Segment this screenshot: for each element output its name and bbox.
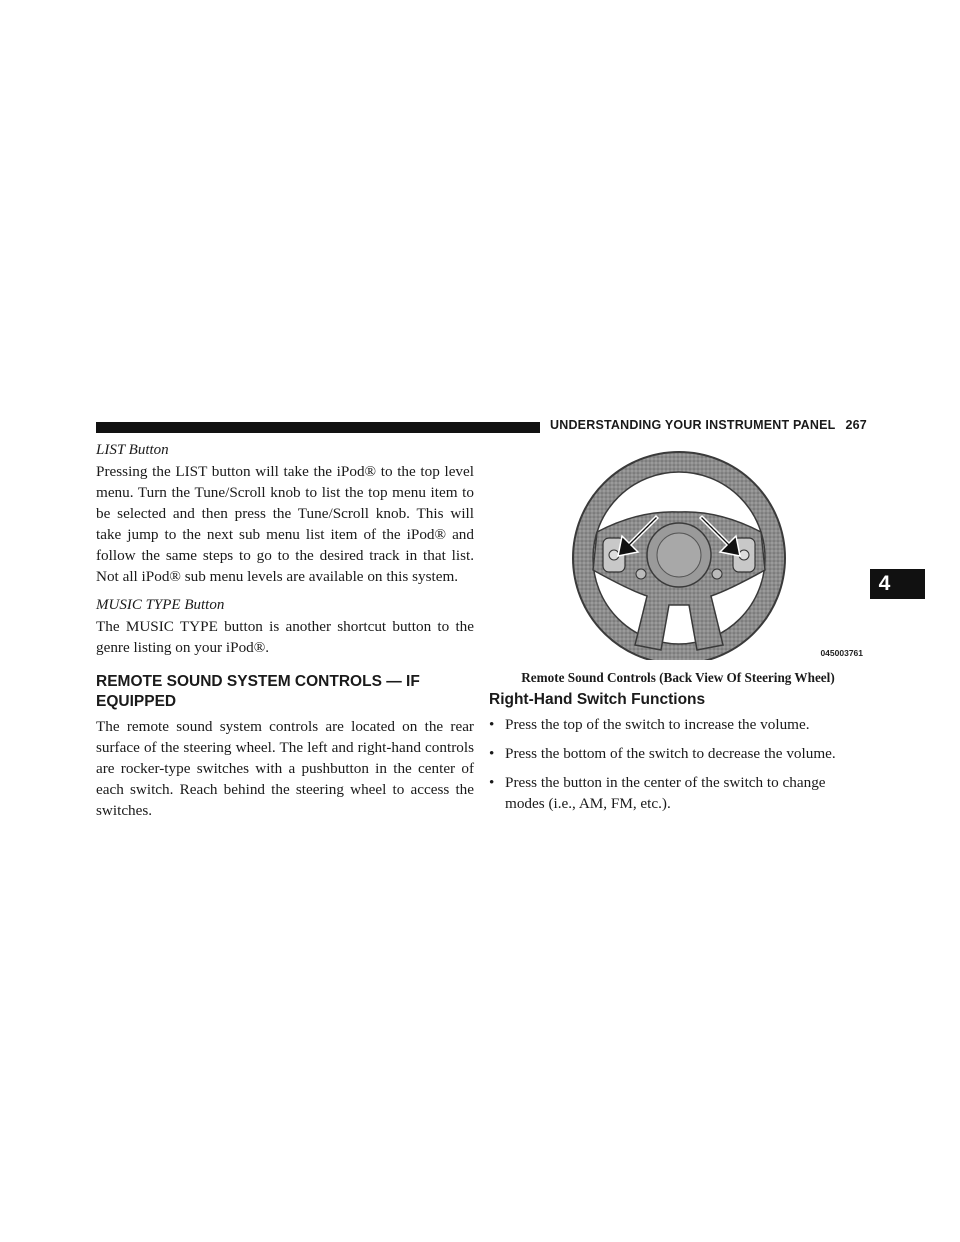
- music-type-heading: MUSIC TYPE Button: [96, 597, 225, 613]
- list-button-heading: LIST Button: [96, 442, 169, 458]
- list-button-text: Pressing the LIST button will take the iPod® to the top level menu. Turn the Tune/Scroll knob to list the top menu item to be selected and then press the Tune/Scroll knob. This will take jump to the next sub menu list item of the iPod® and follow the same steps to go to the desired track in that list. Not all iPod® sub menu levels are available on this system.: [96, 463, 474, 585]
- music-type-text: The MUSIC TYPE button is another shortcut button to the genre listing on your iPod®.: [96, 618, 474, 656]
- header-title: UNDERSTANDING YOUR INSTRUMENT PANEL: [550, 418, 836, 432]
- running-header: [550, 418, 867, 432]
- figure-code: 045003761: [820, 648, 863, 658]
- list-item: • Press the button in the center of the switch to change modes (i.e., AM, FM, etc.).: [489, 774, 826, 812]
- chapter-number: 4: [878, 572, 891, 595]
- steering-wheel-figure: [489, 440, 867, 660]
- section-heading: REMOTE SOUND SYSTEM CONTROLS — IF EQUIPPED: [96, 673, 420, 710]
- right-column: [489, 440, 867, 822]
- page-number: 267: [845, 418, 867, 432]
- chapter-tab: [870, 569, 925, 599]
- left-column: [96, 440, 474, 829]
- right-hand-switch-heading: Right-Hand Switch Functions: [489, 691, 706, 708]
- section-text: The remote sound system controls are located on the rear surface of the steering wheel. The left and right-hand controls are rocker-type switches with a pushbutton in the center of each switch. Reach behind the steering wheel to access the switches.: [96, 718, 474, 819]
- figure-caption: Remote Sound Controls (Back View Of Steering Wheel): [521, 670, 835, 685]
- bullet-icon: •: [489, 774, 495, 791]
- list-item: • Press the top of the switch to increase the volume.: [489, 716, 810, 733]
- steering-wheel-illustration: [489, 440, 867, 660]
- list-item: • Press the bottom of the switch to decrease the volume.: [489, 745, 836, 762]
- header-rule: [96, 422, 540, 433]
- bullet-icon: •: [489, 745, 495, 762]
- bullet-icon: •: [489, 716, 495, 733]
- switch-functions-list: [489, 714, 867, 814]
